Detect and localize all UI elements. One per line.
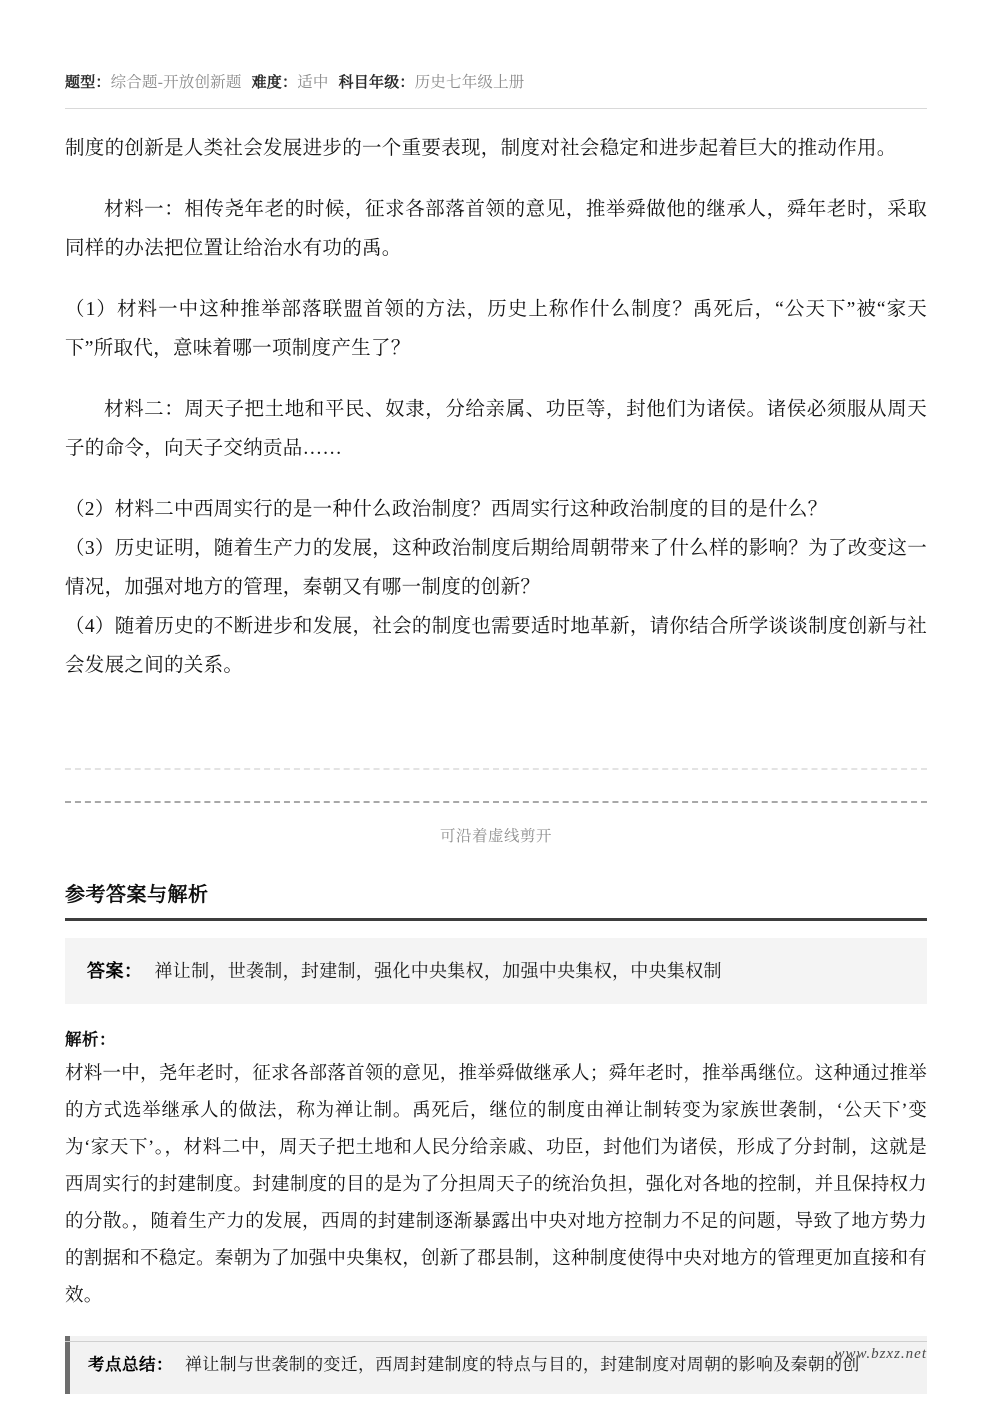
question-type-value: 综合题-开放创新题 — [110, 74, 242, 91]
question-meta-header — [65, 0, 927, 94]
footer-watermark: www.bzxz.net — [834, 1346, 927, 1362]
difficulty-value: 适中 — [297, 74, 329, 91]
answer-section-title: 参考答案与解析 — [65, 884, 209, 906]
material-one-paragraph: 材料一：相传尧年老的时候，征求各部落首领的意见，推举舜做他的继承人，舜年老时，采取同样的办法把位置让给治水有功的禹。 — [65, 199, 927, 259]
sub-question-3: （3）历史证明，随着生产力的发展，这种政治制度后期给周朝带来了什么样的影响？为了改变这一情况，加强对地方的管理，秦朝又有哪一制度的创新？ — [65, 538, 927, 598]
answer-analysis-section — [65, 882, 927, 1394]
key-point-summary-label: 考点总结： — [88, 1356, 173, 1374]
explanation-text: 材料一中，尧年老时，征求各部落首领的意见，推举舜做继承人；舜年老时，推举禹继位。这种通过推举的方式选举继承人的做法，称为禅让制。禹死后，继位的制度由禅让制转变为家族世袭制，‘公天下’变为‘家天下’。，材料二中，周天子把土地和人民分给亲戚、功臣，封他们为诸侯，形成了分封制，这就是西周实行的封建制度。封建制度的目的是为了分担周天子的统治负担，强化对各地的控制，并且保持权力的分散。，随着生产力的发展，西周的封建制逐渐暴露出中央对地方控制力不足的问题，导致了地方势力的割据和不稳定。秦朝为了加强中央集权，创新了郡县制，这种制度使得中央对地方的管理更加直接和有效。 — [65, 1064, 927, 1306]
question-intro-paragraph: 制度的创新是人类社会发展进步的一个重要表现，制度对社会稳定和进步起着巨大的推动作用。 — [65, 138, 897, 159]
subject-grade-value: 历史七年级上册 — [414, 74, 525, 91]
explanation-label: 解析： — [65, 1031, 116, 1049]
footer-divider — [65, 1341, 927, 1342]
cut-line-caption: 可沿着虚线剪开 — [439, 828, 552, 845]
cut-dashed-line-lower — [65, 801, 927, 803]
question-type-label: 题型： — [65, 74, 111, 91]
key-point-summary-box — [65, 1336, 927, 1394]
sub-question-2: （2）材料二中西周实行的是一种什么政治制度？西周实行这种政治制度的目的是什么？ — [65, 499, 828, 520]
answer-section-divider — [65, 918, 927, 921]
subject-grade-label: 科目年级： — [338, 74, 415, 91]
header-divider — [65, 108, 927, 109]
sub-question-4: （4）随着历史的不断进步和发展，社会的制度也需要适时地革新，请你结合所学谈谈制度创新与社会发展之间的关系。 — [65, 616, 927, 676]
cut-dashed-line-upper — [65, 768, 927, 770]
answer-box — [65, 938, 927, 1004]
key-point-summary-text: 禅让制与世袭制的变迁，西周封建制度的特点与目的，封建制度对周朝的影响及秦朝的创 — [185, 1355, 860, 1374]
question-body — [65, 129, 927, 685]
difficulty-label: 难度： — [251, 74, 298, 91]
answer-label: 答案： — [87, 961, 143, 981]
answer-text: 禅让制，世袭制，封建制，强化中央集权，加强中央集权，中央集权制 — [154, 961, 722, 981]
sub-question-1: （1）材料一中这种推举部落联盟首领的方法，历史上称作什么制度？禹死后，“公天下”被“家天下”所取代，意味着哪一项制度产生了？ — [65, 299, 927, 359]
material-two-paragraph: 材料二：周天子把土地和平民、奴隶，分给亲属、功臣等，封他们为诸侯。诸侯必须服从周天子的命令，向天子交纳贡品…… — [65, 399, 927, 459]
